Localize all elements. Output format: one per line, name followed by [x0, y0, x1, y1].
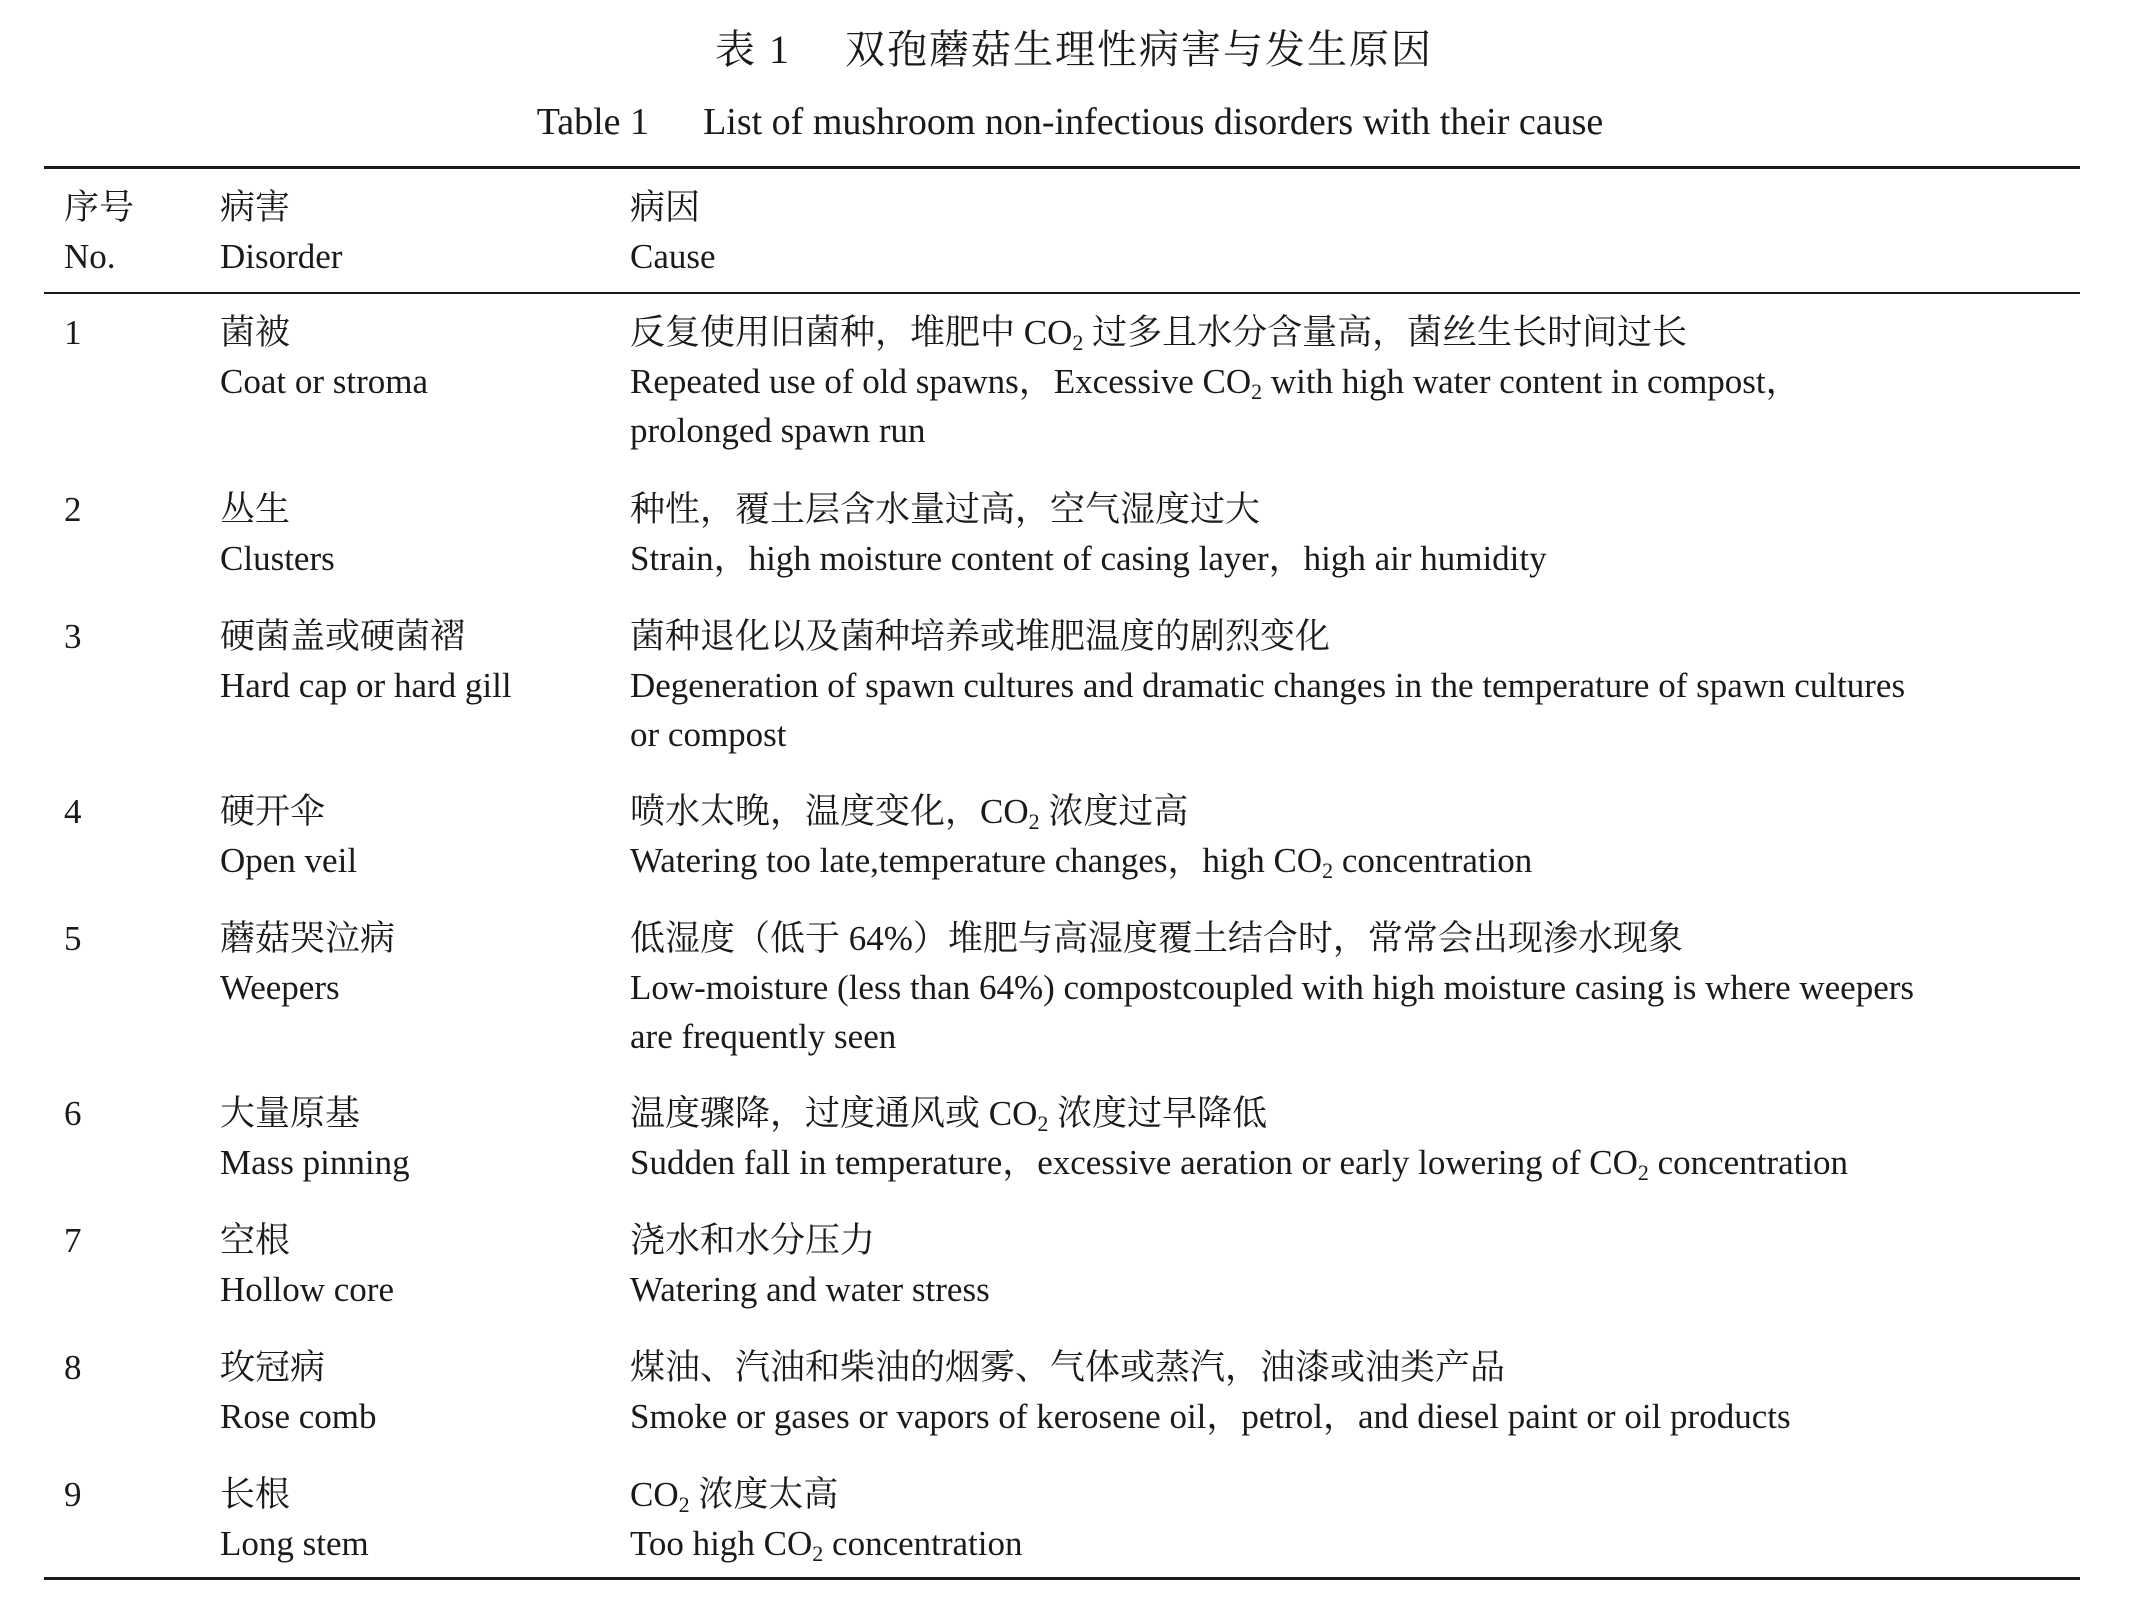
disorder-cn: 空根 [220, 1221, 291, 1260]
disorder-cn: 长根 [220, 1475, 291, 1514]
header-disorder [220, 183, 342, 281]
disorder-en: Hollow core [220, 1270, 394, 1309]
header-rule [44, 292, 2080, 294]
disorder-cn: 蘑菇哭泣病 [220, 919, 396, 958]
row-5-cause [630, 914, 2075, 1061]
cause-en: Too high $CO_2$ concentration [630, 1524, 1023, 1566]
row-3-disorder [220, 612, 512, 710]
disorder-cn: 菌被 [220, 313, 291, 352]
row-5-disorder [220, 914, 395, 1012]
cause-cn: 反复使用旧菌种，堆肥中 $CO_2$ 过多且水分含量高，菌丝生长时间过长 [630, 313, 1688, 355]
row-7-disorder [220, 1216, 394, 1314]
table-title-en: List of mushroom non-infectious disorders with their cause [703, 101, 1604, 143]
disorder-en: Weepers [220, 968, 340, 1007]
table-title-cn: 双孢蘑菇生理性病害与发生原因 [845, 27, 1433, 72]
header-cause-cn: 病因 [630, 188, 701, 227]
row-6-no: 6 [64, 1094, 82, 1133]
row-2-no: 2 [64, 490, 82, 529]
cause-en: Smoke or gases or vapors of kerosene oil，petrol，and diesel paint or oil products [630, 1397, 1791, 1436]
header-cause-en: Cause [630, 237, 716, 276]
cause-cn: 温度骤降，过度通风或 $CO_2$ 浓度过早降低 [630, 1094, 1268, 1136]
cause-cn: 种性，覆土层含水量过高，空气湿度过大 [630, 490, 1261, 529]
cause-cn: 菌种退化以及菌种培养或堆肥温度的剧烈变化 [630, 617, 1331, 656]
row-5-no: 5 [64, 919, 82, 958]
top-rule [44, 166, 2080, 169]
disorder-en: Clusters [220, 539, 335, 578]
table-label-cn: 表 1 [715, 27, 791, 72]
disorder-en: Open veil [220, 841, 358, 880]
row-6-disorder [220, 1089, 410, 1187]
cause-cn: $CO_2$ 浓度太高 [630, 1475, 839, 1517]
row-7-cause [630, 1216, 2075, 1314]
cause-en: Watering and water stress [630, 1270, 990, 1309]
table-caption-en [0, 96, 2140, 148]
table-label-en: Table 1 [536, 101, 650, 143]
row-4-cause [630, 787, 2075, 885]
disorder-en: Mass pinning [220, 1143, 410, 1182]
disorder-en: Rose comb [220, 1397, 377, 1436]
row-9-disorder [220, 1470, 369, 1568]
table-caption-cn [0, 22, 2140, 78]
header-disorder-en: Disorder [220, 237, 343, 276]
cause-en: Low-moisture (less than 64%) compostcoupled with high moisture casing is where weepers are frequently seen [630, 968, 1915, 1056]
row-1-no: 1 [64, 313, 82, 352]
disorder-cn: 丛生 [220, 490, 291, 529]
disorder-cn: 硬菌盖或硬菌褶 [220, 617, 466, 656]
row-3-cause [630, 612, 2075, 759]
cause-cn: 喷水太晚，温度变化，$CO_2$ 浓度过高 [630, 792, 1189, 834]
header-disorder-cn: 病害 [220, 188, 291, 227]
row-2-disorder [220, 485, 335, 583]
cause-en: Repeated use of old spawns，Excessive $CO_2$ with high water content in compost， prolonged spawn run [630, 362, 1801, 450]
bottom-rule [44, 1577, 2080, 1580]
row-8-disorder [220, 1343, 377, 1441]
disorder-cn: 玫冠病 [220, 1348, 326, 1387]
disorder-en: Hard cap or hard gill [220, 666, 512, 705]
row-9-no: 9 [64, 1475, 82, 1514]
row-1-cause [630, 308, 2075, 455]
row-9-cause [630, 1470, 2075, 1568]
disorder-cn: 大量原基 [220, 1094, 361, 1133]
row-8-cause [630, 1343, 2075, 1441]
cause-en: Strain，high moisture content of casing layer，high air humidity [630, 539, 1547, 578]
row-3-no: 3 [64, 617, 82, 656]
disorder-cn: 硬开伞 [220, 792, 326, 831]
cause-cn: 浇水和水分压力 [630, 1221, 876, 1260]
header-no [64, 183, 134, 281]
cause-en: Sudden fall in temperature，excessive aeration or early lowering of $CO_2$ concentration [630, 1143, 1849, 1185]
disorder-en: Long stem [220, 1524, 369, 1563]
row-6-cause [630, 1089, 2075, 1187]
row-2-cause [630, 485, 2075, 583]
cause-en: Degeneration of spawn cultures and dramatic changes in the temperature of spawn cultures or compost [630, 666, 1906, 754]
disorder-en: Coat or stroma [220, 362, 429, 401]
row-8-no: 8 [64, 1348, 82, 1387]
row-4-no: 4 [64, 792, 82, 831]
cause-en: Watering too late,temperature changes，high $CO_2$ concentration [630, 841, 1533, 883]
row-1-disorder [220, 308, 428, 406]
header-no-cn: 序号 [64, 188, 135, 227]
cause-cn: 煤油、汽油和柴油的烟雾、气体或蒸汽，油漆或油类产品 [630, 1348, 1506, 1387]
cause-cn: 低湿度（低于 64%）堆肥与高湿度覆土结合时，常常会出现渗水现象 [630, 919, 1683, 958]
row-4-disorder [220, 787, 357, 885]
row-7-no: 7 [64, 1221, 82, 1260]
header-cause [630, 183, 2075, 281]
header-no-en: No. [64, 237, 116, 276]
